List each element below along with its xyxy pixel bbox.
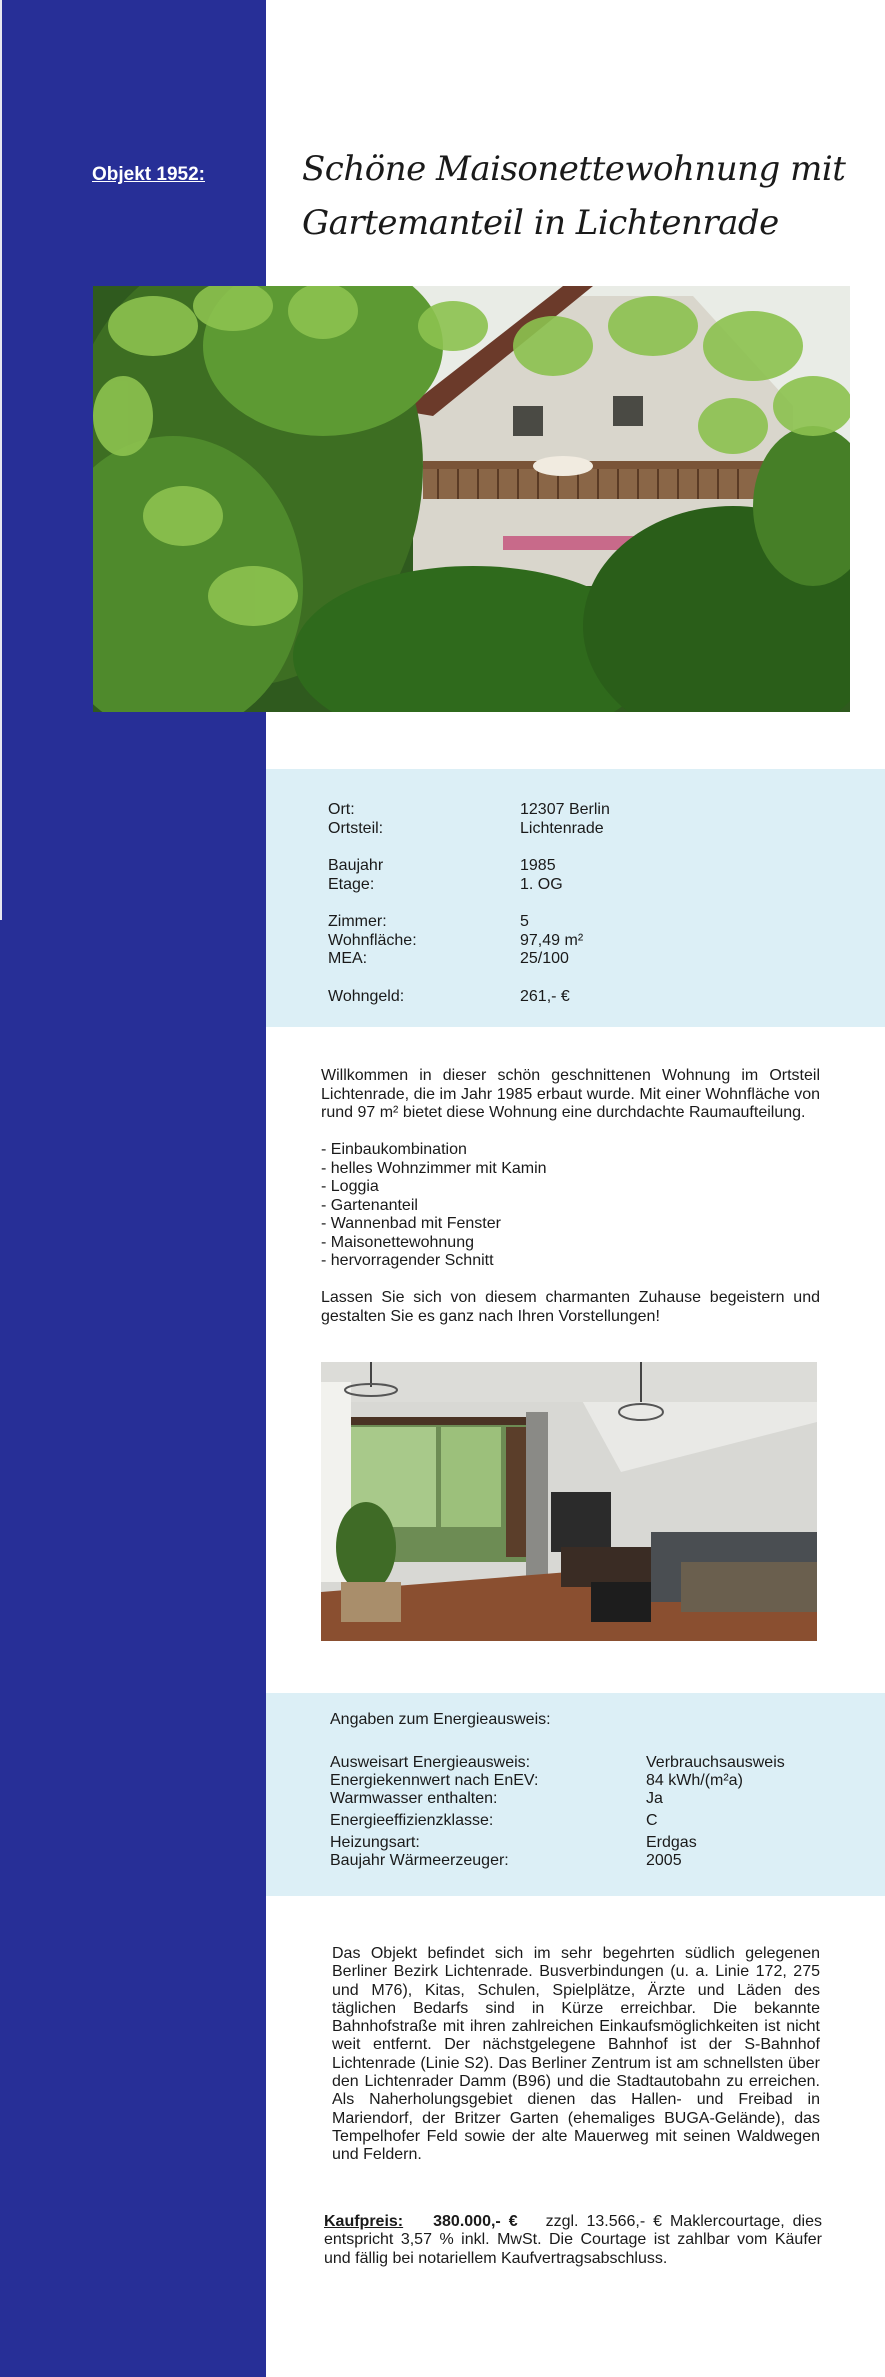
feature-item: - helles Wohnzimmer mit Kamin xyxy=(321,1159,547,1177)
fact-value: Lichtenrade xyxy=(520,819,604,837)
energy-value: 84 kWh/(m²a) xyxy=(646,1771,743,1789)
energy-row-kennwert xyxy=(330,1771,743,1790)
energy-row-warmwasser xyxy=(330,1789,663,1808)
fact-label: Ortsteil: xyxy=(328,819,384,837)
fact-label: Wohngeld: xyxy=(328,987,405,1005)
fact-label: Ort: xyxy=(328,801,355,818)
object-number-label: Objekt 1952: xyxy=(92,164,205,185)
price-amount: 380.000,- € xyxy=(433,2213,518,2230)
fact-value: 1985 xyxy=(520,857,556,874)
fact-value: 5 xyxy=(520,913,529,930)
energy-value: C xyxy=(646,1811,658,1829)
fact-value: 97,49 m² xyxy=(520,931,584,949)
living-room-photo xyxy=(321,1362,817,1641)
fact-label: Zimmer: xyxy=(328,913,387,930)
energy-value: Verbrauchsausweis xyxy=(646,1753,785,1771)
price-section xyxy=(324,2213,822,2268)
page-edge-line xyxy=(0,0,2,920)
feature-list xyxy=(321,1141,820,1271)
energy-row-klasse xyxy=(330,1811,658,1830)
location-description: Das Objekt befindet sich im sehr begehrten südlich gelegenen Berliner Bezirk Lichtenrade. Busverbindungen (u. a. Linie 172, 275 und M76), Kitas, Schulen, Spielplätze, Ärzte und Läden des täglichen Bedarfs sind in Kürze erreichbar. Die bekannte Bahnhofstraße mit ihren zahlreichen Einkaufsmöglichkeiten ist nicht weit entfernt. Der nächstgelegene Bahnhof ist der S-Bahnhof Lichtenrade (Linie S2). Das Berliner Zentrum ist am schnellsten über den Lichtenrader Damm (B96) und die Stadtautobahn zu erreichen. Als Naherholungsgebiet dienen das Hallen- und Freibad in Mariendorf, der Britzer Garten (ehemaliges BUGA-Gelände), das Tempelhofer Feld sowie der alte Mauerweg mit seinen Waldwegen und Feldern. xyxy=(332,1945,820,2164)
energy-row-heizungsart xyxy=(330,1833,697,1852)
energy-heading: Angaben zum Energieausweis: xyxy=(330,1711,551,1728)
price-label: Kaufpreis: xyxy=(324,2213,404,2230)
description xyxy=(321,1067,820,1326)
energy-value: Erdgas xyxy=(646,1833,697,1851)
energy-value: 2005 xyxy=(646,1851,682,1869)
fact-label: Baujahr xyxy=(328,857,384,874)
fact-label: Etage: xyxy=(328,875,375,893)
sidebar-bottom xyxy=(0,920,266,2377)
facts-panel xyxy=(266,769,885,1027)
energy-label: Warmwasser enthalten: xyxy=(330,1789,498,1807)
energy-label: Energieeffizienzklasse: xyxy=(330,1811,494,1829)
page-title: Schöne Maisonettewohnung mit Gartemanteil in Lichtenrade xyxy=(302,149,846,243)
energy-label: Heizungsart: xyxy=(330,1833,420,1851)
energy-row-ausweisart xyxy=(330,1753,785,1772)
feature-item: - Maisonettewohnung xyxy=(321,1233,474,1251)
fact-label: Wohnfläche: xyxy=(328,931,417,949)
energy-panel xyxy=(266,1693,885,1896)
feature-item: - Loggia xyxy=(321,1178,379,1195)
energy-value: Ja xyxy=(646,1789,663,1807)
feature-item: - hervorragender Schnitt xyxy=(321,1252,494,1269)
feature-item: - Wannenbad mit Fenster xyxy=(321,1215,501,1232)
fact-label: MEA: xyxy=(328,950,368,967)
fact-value: 261,- € xyxy=(520,987,570,1005)
fact-value: 25/100 xyxy=(520,950,569,967)
energy-label: Energiekennwert nach EnEV: xyxy=(330,1771,539,1789)
fact-value: 12307 Berlin xyxy=(520,801,610,818)
exterior-photo xyxy=(93,286,850,712)
feature-item: - Einbaukombination xyxy=(321,1141,467,1158)
energy-row-baujahr-waermeerzeuger xyxy=(330,1851,682,1870)
energy-label: Baujahr Wärmeerzeuger: xyxy=(330,1851,509,1869)
fact-value: 1. OG xyxy=(520,875,563,893)
description-closing: Lassen Sie sich von diesem charmanten Zuhause begeistern und gestalten Sie es ganz nach Ihren Vorstellungen! xyxy=(321,1289,820,1325)
energy-label: Ausweisart Energieausweis: xyxy=(330,1753,531,1771)
description-intro: Willkommen in dieser schön geschnittenen Wohnung im Ortsteil Lichtenrade, die im Jahr 1985 erbaut wurde. Mit einer Wohnfläche von rund 97 m² bietet diese Wohnung eine durchdachte Raumaufteilung. xyxy=(321,1067,820,1121)
energy-list xyxy=(330,1711,785,1870)
price-note: zzgl. 13.566,- € Maklercourtage, dies entspricht 3,57 % inkl. MwSt. Die Courtage ist zahlbar vom Käufer und fällig bei notariellem Kaufvertragsabschluss. xyxy=(324,2213,823,2267)
feature-item: - Gartenanteil xyxy=(321,1196,418,1214)
